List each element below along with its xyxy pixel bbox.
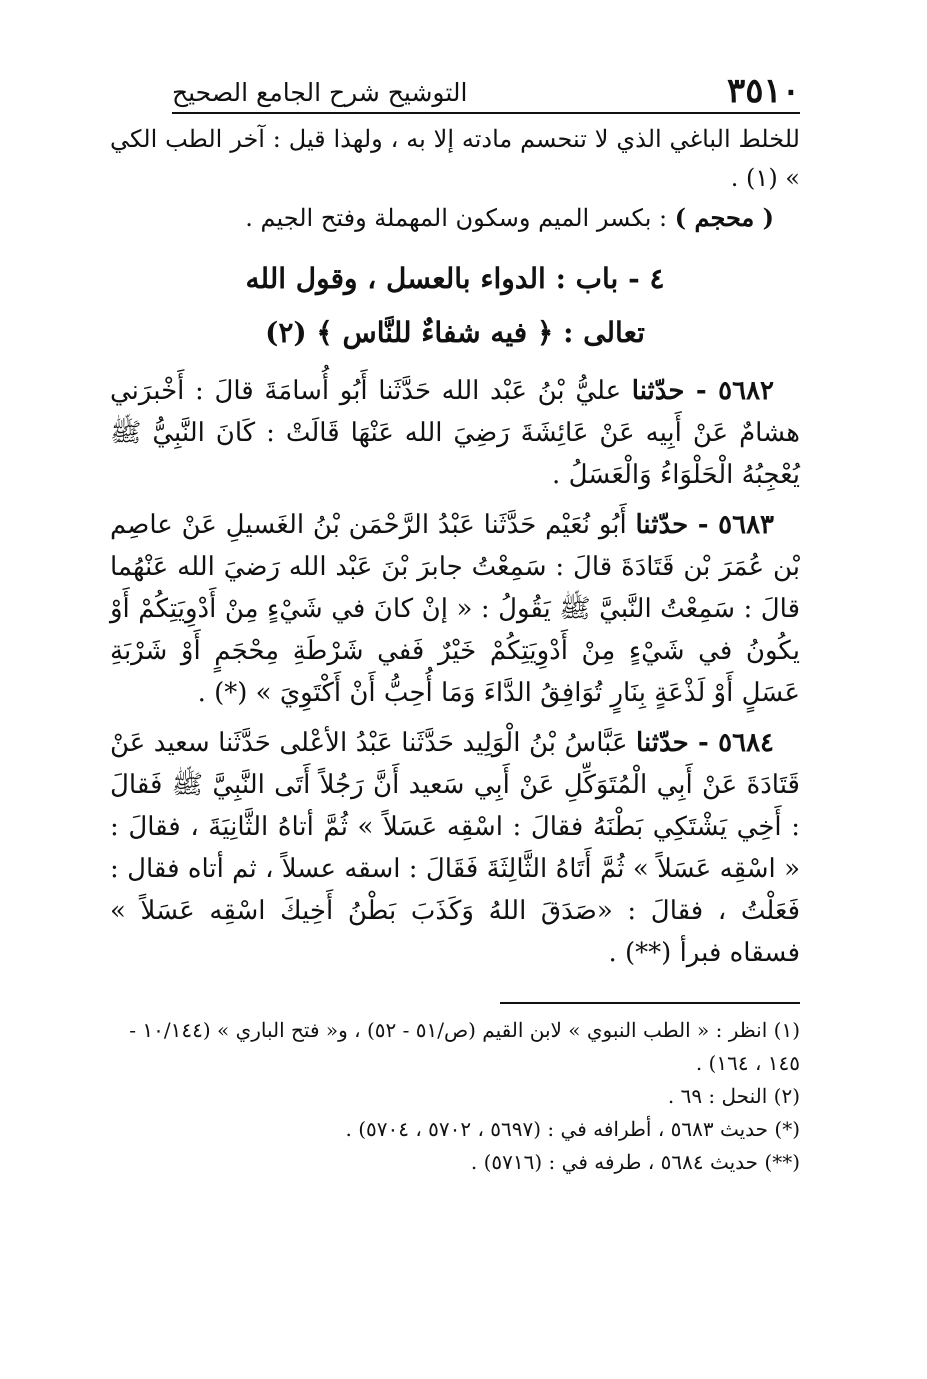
footnotes bbox=[110, 1014, 800, 1179]
page-number: ٣٥١٠ bbox=[726, 71, 800, 111]
running-title: التوشيح شرح الجامع الصحيح bbox=[172, 78, 468, 107]
chapter-title-line-2: تعالى : ﴿ فيه شفاءٌ للنَّاس ﴾ (٢) bbox=[265, 316, 645, 349]
footnote-star: (*) حديث ٥٦٨٣ ، أطرافه في : (٥٦٩٧ ، ٥٧٠٢ ، ٥٧٠٤) . bbox=[345, 1117, 800, 1141]
hadith-text: أَبُو نُعَيْم حَدَّثَنا عَبْدُ الرَّحْمَن بْنُ الغَسيلِ عَنْ عاصِم بْن عُمَرَ بْن قَتَادَةَ قالَ : سَمِعْتُ جابرَ بْنَ عَبْد الله رَضيَ الله عَنْهُما قالَ : سَمِعْتُ النَّبيَّ ﷺ يَقُولُ : « إنْ كانَ في شَيْءٍ مِنْ أَدْوِيَتِكُمْ أَوْ يكُونُ في شَيْءٍ مِنْ أَدْوِيَتِكُمْ خَيْرٌ فَفي شَرْطَةِ مِحْجَمٍ أَوْ شَرْبَةِ عَسَلٍ أَوْ لَذْعَةٍ بِنَارٍ تُوَافِقُ الدَّاءَ وَمَا أُحِبُّ أَنْ أَكْتَوِيَ » (*) . bbox=[110, 510, 800, 708]
mihjam-note: : بكسر الميم وسكون المهملة وفتح الجيم . bbox=[245, 204, 668, 232]
hadith-number: ٥٦٨٢ - حدّثنا bbox=[631, 376, 774, 406]
chapter-title-line-1: ٤ - باب : الدواء بالعسل ، وقول الله bbox=[245, 262, 665, 295]
hadith-5682 bbox=[110, 370, 800, 496]
page-header bbox=[172, 60, 800, 114]
footnote-divider bbox=[500, 1002, 800, 1004]
footnote-2: (٢) النحل : ٦٩ . bbox=[667, 1084, 800, 1108]
hadith-5684 bbox=[110, 722, 800, 974]
hadith-number: ٥٦٨٣ - حدّثنا bbox=[635, 510, 775, 540]
hadith-number: ٥٦٨٤ - حدّثنا bbox=[636, 728, 774, 758]
intro-continuation: للخلط الباغي الذي لا تنحسم مادته إلا به ، ولهذا قيل : آخر الطب الكي » (١) . bbox=[110, 125, 800, 192]
footnote-1: (١) انظر : « الطب النبوي » لابن القيم (ص/٥١ - ٥٢) ، و« فتح الباري » (١٠/١٤٤ - ١٤٥ ، ١٦٤) . bbox=[129, 1018, 800, 1075]
book-page bbox=[110, 60, 800, 1179]
hadith-5683 bbox=[110, 504, 800, 714]
mihjam-term: ( محجم ) bbox=[674, 203, 774, 232]
mihjam-explanation bbox=[110, 198, 800, 238]
chapter-heading bbox=[110, 252, 800, 360]
footnote-double-star: (**) حديث ٥٦٨٤ ، طرفه في : (٥٧١٦) . bbox=[470, 1150, 800, 1174]
hadith-text: عليُّ بْنُ عَبْد الله حَدَّثَنا أَبُو أُسامَةَ قالَ : أَخْبرَني هشامٌ عَنْ أَبِيه عَنْ عَائِشَةَ رَضِيَ الله عَنْهَا قَالَتْ : كَانَ النَّبِيُّ ﷺ يُعْجِبُهُ الْحَلْوَاءُ وَالْعَسَلُ . bbox=[110, 376, 800, 490]
hadith-text: عَبَّاسُ بْنُ الْوَلِيد حَدَّثَنا عَبْدُ الأعْلى حَدَّثَنا سعيد عَنْ قَتَادَةَ عَنْ أَبِي الْمُتَوَكِّلِ عَنْ أَبِي سَعيد أَنَّ رَجُلاً أَتَى النَّبِيَّ ﷺ فَقالَ : أَخِي يَشْتَكِي بَطْنَهُ فقالَ : اسْقِه عَسَلاً » ثُمَّ أتاهُ الثَّانِيَةَ ، فقالَ : « اسْقِه عَسَلاً » ثُمَّ أَتَاهُ الثَّالِثَةَ فَقَالَ : اسقه عسلاً ، ثم أتاه فقال : فَعَلْتُ ، فقالَ : «صَدَقَ اللهُ وَكَذَبَ بَطْنُ أَخِيكَ اسْقِه عَسَلاً » فسقاه فبرأ (**) . bbox=[110, 728, 800, 968]
